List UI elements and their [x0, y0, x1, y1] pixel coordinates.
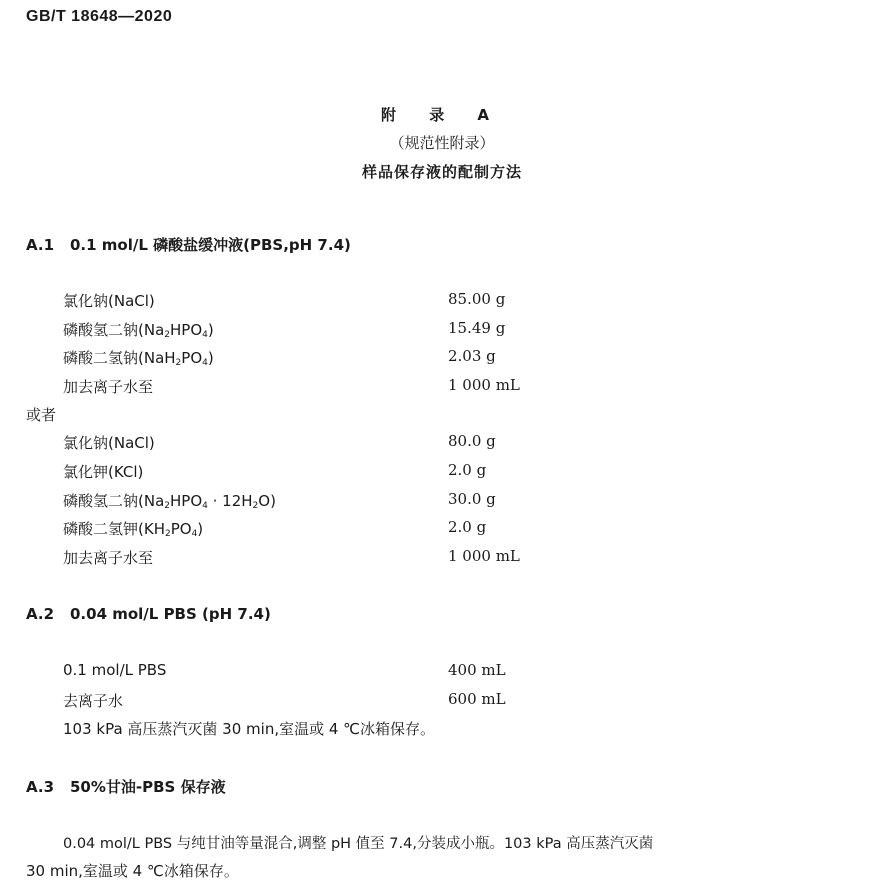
section-title: 0.04 mol/L PBS (pH 7.4)	[70, 605, 271, 623]
reagent-name: 去离子水	[63, 692, 124, 710]
section-title: 50%甘油-PBS 保存液	[70, 778, 226, 796]
section-a1-heading	[26, 234, 351, 255]
section-number: A.3	[26, 778, 55, 796]
reagent-name: 加去离子水至	[63, 549, 154, 567]
section-a3-heading	[26, 776, 226, 797]
reagent-amount: 80.0 g	[448, 432, 496, 450]
reagent-name: 磷酸氢二钠$(Na_2HPO_4 \cdot 12H_2O)$	[63, 492, 276, 511]
section-number: A.2	[26, 605, 55, 623]
reagent-name: 磷酸二氢钠$(NaH_2PO_4)$	[63, 349, 214, 368]
sterilization-note: 103 kPa 高压蒸汽灭菌 30 min,室温或 4 ℃冰箱保存。	[63, 720, 436, 738]
section-title: 0.1 mol/L 磷酸盐缓冲液(PBS,pH 7.4)	[70, 236, 351, 254]
section-a2-heading	[26, 605, 271, 623]
reagent-amount: 2.0 g	[448, 461, 487, 479]
standard-number: GB/T 18648—2020	[26, 8, 173, 25]
appendix-title: 附 录 A	[380, 106, 504, 124]
reagent-amount: 2.0 g	[448, 518, 487, 536]
reagent-name: 氯化钾(KCl)	[63, 463, 144, 481]
or-label: 或者	[26, 406, 57, 424]
reagent-name: 氯化钠(NaCl)	[63, 292, 155, 310]
paragraph-line: 0.04 mol/L PBS 与纯甘油等量混合,调整 pH 值至 7.4,分装成小瓶。103 kPa 高压蒸汽灭菌	[63, 836, 654, 852]
section-number: A.1	[26, 236, 55, 254]
reagent-amount: 1 000 mL	[448, 376, 520, 394]
reagent-name: 磷酸二氢钾$(KH_2PO_4)$	[63, 520, 204, 539]
reagent-amount: 85.00 g	[448, 290, 506, 308]
appendix-note: （规范性附录）	[389, 134, 495, 152]
reagent-amount: 600 mL	[448, 690, 506, 708]
reagent-amount: 15.49 g	[448, 319, 506, 337]
reagent-amount: 400 mL	[448, 661, 506, 679]
reagent-name: 0.1 mol/L PBS	[63, 661, 167, 679]
reagent-amount: 2.03 g	[448, 347, 496, 365]
reagent-name: 氯化钠(NaCl)	[63, 434, 155, 452]
reagent-amount: 1 000 mL	[448, 547, 520, 565]
reagent-name: 磷酸氢二钠$(Na_2HPO_4)$	[63, 321, 214, 340]
appendix-heading: 样品保存液的配制方法	[361, 163, 522, 181]
reagent-name: 加去离子水至	[63, 378, 154, 396]
reagent-amount: 30.0 g	[448, 490, 496, 508]
paragraph-line: 30 min,室温或 4 ℃冰箱保存。	[26, 862, 239, 880]
